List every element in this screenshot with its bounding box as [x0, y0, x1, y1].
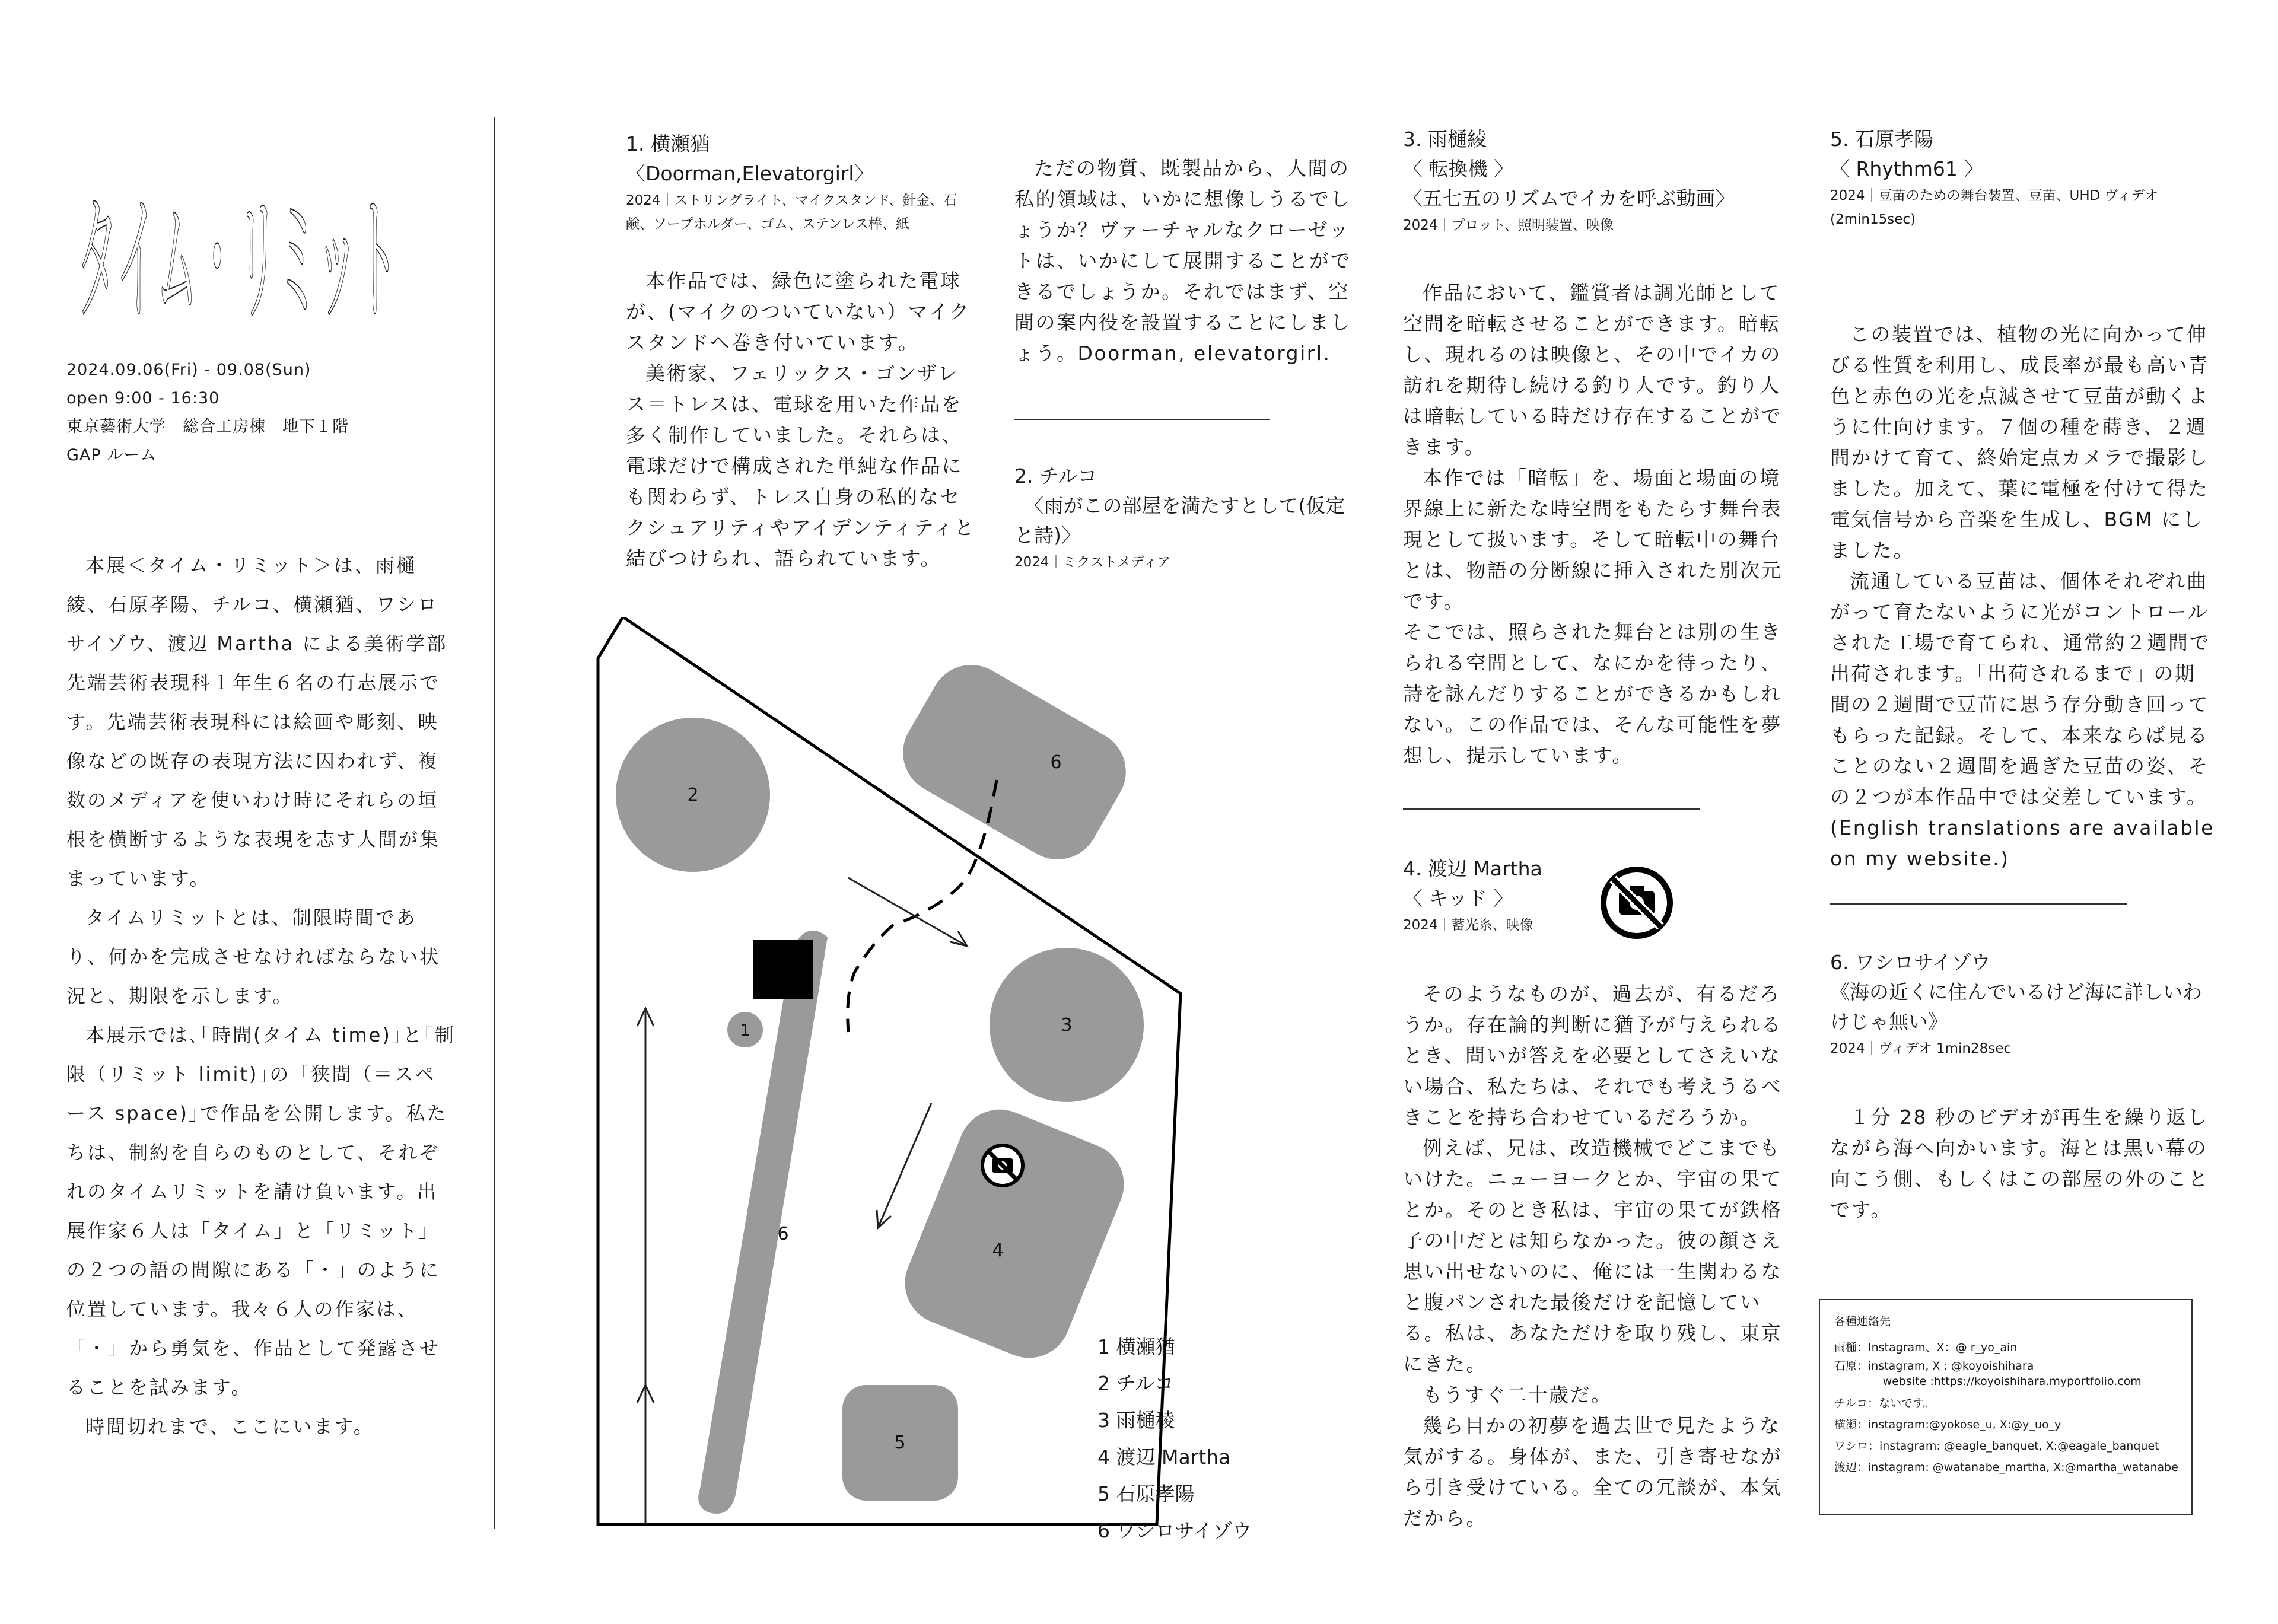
- legend-item: 2 チルコ: [1097, 1372, 1174, 1395]
- separator-line: [1830, 903, 2127, 905]
- work-6-artist: 6. ワシロサイゾウ: [1830, 951, 1991, 974]
- contact-line: 石原：instagram, X : @koyoishihara: [1834, 1359, 2034, 1373]
- work-5-paragraph: (English translations are available on my website.): [1830, 816, 2215, 870]
- work-5-title: 〈 Rhythm61 〉: [1830, 157, 1984, 180]
- map-label-6b: 6: [1050, 752, 1062, 773]
- contact-line: 横瀬：instagram:@yokose_u, X:@y_uo_y: [1834, 1418, 2061, 1431]
- work-1-title: 〈Doorman,Elevatorgirl〉: [626, 162, 874, 185]
- work-6: [1830, 948, 2216, 1061]
- exhibition-room: GAP ルーム: [66, 446, 157, 464]
- legend-item: 6 ワシロサイゾウ: [1097, 1519, 1252, 1542]
- work-4-paragraph: 例えば、兄は、改造機械でどこまでもいけた。ニューヨークとか、宇宙の果てとか。そのとき私は、宇宙の果てが鉄格子の中だとは知らなかった。彼の顔さえ思い出せないのに、俺には一生関わるなと腹パンされた最後だけを記憶している。私は、あなただけを取り残し、東京にきた。: [1403, 1136, 1782, 1375]
- no-camera-icon: [982, 1145, 1023, 1186]
- intro-paragraph: タイムリミットとは、制限時間であり、何かを完成させなければならない状況と、期限を示します。: [66, 906, 441, 1007]
- work-2-artist: 2. チルコ: [1014, 464, 1097, 488]
- map-label-5: 5: [894, 1432, 906, 1453]
- work-3-artist: 3. 雨樋綾: [1403, 128, 1487, 151]
- intro-text: [66, 546, 456, 1446]
- contact-line: 雨樋：Instagram、X：@ r_yo_ain: [1834, 1341, 2018, 1354]
- work-4-artist: 4. 渡辺 Martha: [1403, 857, 1542, 880]
- floor-map: [587, 617, 1186, 1542]
- map-label-4: 4: [992, 1240, 1004, 1261]
- work-4-title: 〈 キッド 〉: [1403, 887, 1513, 910]
- separator-line: [1403, 808, 1700, 810]
- work-1-text-b: [1014, 153, 1364, 369]
- work-5-artist: 5. 石原孝陽: [1830, 128, 1933, 151]
- map-label-1: 1: [740, 1020, 750, 1040]
- exhibition-venue: 東京藝術大学 総合工房棟 地下１階: [66, 418, 349, 436]
- work-5-paragraph: 流通している豆苗は、個体それぞれ曲がって育たないように光がコントロールされた工場で育てられ、通常約２週間で出荷されます。｢出荷されるまで｣ の期間の２週間で豆苗に思う存分動き回ってもらった記録。そして、本来ならば見ることのない２週間を過ぎた豆苗の姿、その２つが本作品中では交差しています。: [1830, 569, 2210, 808]
- intro-paragraph: 本展＜タイム・リミット＞は、雨樋綾、石原孝陽、チルコ、横瀬猶、ワシロサイゾウ、渡辺 Martha による美術学部先端芸術表現科１年生６名の有志展示です。先端芸術表現科には絵画や彫刻、映像などの既存の表現方法に囚われず、複数のメディアを使いわけ時にそれらの垣根を横断するような表現を志す人間が集まっています。: [66, 554, 448, 890]
- work-6-meta: 2024｜ヴィデオ 1min28sec: [1830, 1041, 2012, 1056]
- arrow-line: [848, 878, 967, 946]
- intro-paragraph: 本展示では､｢時間(タイム time)｣と｢制限（リミット limit)｣の「狭間（＝スペース space)｣で作品を公開します。私たちは、制約を自らのものとして、それぞれのタイムリミットを請け負います。出展作家６人は「タイム」と「リミット」の２つの語の間隙にある「・」のように位置しています。我々６人の作家は、「・」から勇気を、作品として発露させることを試みます。: [66, 1024, 456, 1399]
- work-2-meta: 2024｜ミクストメディア: [1014, 555, 1171, 570]
- contacts-heading: 各種連絡先: [1834, 1315, 1891, 1328]
- map-label-2: 2: [687, 785, 699, 805]
- work-3-paragraph: そこでは、照らされた舞台とは別の生きられる空間として、なにかを待ったり、詩を詠んだりすることができるかもしれない。この作品では、そんな可能性を夢想し、提示しています。: [1403, 620, 1782, 767]
- work-1-paragraph: ただの物質、既製品から、人間の私的領域は、いかに想像しうるでしょうか？ヴァーチャルなクローゼットは、いかにして展開することができるでしょうか。それではまず、空間の案内役を設置することにしましょう。Doorman, elevatorgirl.: [1014, 157, 1351, 365]
- contact-line: 渡辺：instagram: @watanabe_martha, X:@martha_watanabe: [1834, 1461, 2178, 1474]
- legend-item: 1 横瀬猶: [1097, 1335, 1175, 1358]
- work-3-paragraph: 作品において、鑑賞者は調光師として空間を暗転させることができます。暗転し、現れるのは映像と、その中でイカの訪れを期待し続ける釣り人です。釣り人は暗転している時だけ存在することができます。: [1403, 281, 1782, 458]
- exhibition-hours: open 9:00 - 16:30: [66, 389, 220, 407]
- column-divider: [494, 117, 495, 1529]
- work-1-artist: 1. 横瀬猶: [626, 132, 710, 155]
- legend-item: 5 石原孝陽: [1097, 1482, 1195, 1505]
- legend-item: 3 雨樋稜: [1097, 1409, 1175, 1432]
- work-1-paragraph: 美術家、フェリックス・ゴンザレス＝トレスは、電球を用いた作品を多く制作していました。それらは、電球だけで構成された単純な作品にも関わらず、トレス自身の私的なセクシュアリティやアイデンティティと結びつけられ、語られています。: [626, 362, 976, 570]
- work-6-area: [698, 931, 828, 1514]
- work-4-paragraph: もうすぐ二十歳だ。: [1423, 1383, 1612, 1406]
- work-4-meta: 2024｜蓄光糸、映像: [1403, 918, 1533, 933]
- work-5-text: [1830, 319, 2216, 874]
- work-4-text: [1403, 979, 1789, 1534]
- work-6-text: [1830, 1102, 2216, 1225]
- no-camera-icon: [1599, 865, 1675, 941]
- work-3: [1403, 125, 1806, 237]
- work-1-paragraph: 本作品では、緑色に塗られた電球が、(マイクのついていない）マイクスタンドへ巻き付いています。: [626, 269, 971, 354]
- work-3-paragraph: 本作では「暗転」を、場面と場面の境界線上に新たな時空間をもたらす舞台表現として扱います。そして暗転中の舞台とは、物語の分断線に挿入された別次元です。: [1403, 466, 1782, 613]
- work-6b-area: [888, 649, 1141, 874]
- work-5: [1830, 125, 2234, 231]
- work-5-paragraph: この装置では、植物の光に向かって伸びる性質を利用し、成長率が最も高い青色と赤色の光を点滅させて豆苗が動くように仕向けます。７個の種を蒔き、２週間かけて育て、終始定点カメラで撮影しました。加えて、葉に電極を付けて得た電気信号から音楽を生成し、BGM にしました。: [1830, 323, 2209, 562]
- exhibition-title-art: [71, 130, 403, 344]
- contacts-box: [1819, 1299, 2193, 1515]
- work-2-title: 〈雨がこの部屋を満たすとして(仮定と詩)〉: [1014, 494, 1345, 547]
- work-6-title: 《海の近くに住んでいるけど海に詳しいわけじゃ無い》: [1830, 980, 2202, 1033]
- work-1: [626, 129, 976, 236]
- work-1-text-a: [626, 266, 976, 574]
- work-5-meta: 2024｜豆苗のための舞台装置、豆苗、UHD ヴィデオ (2min15sec): [1830, 188, 2158, 227]
- work-3-meta: 2024｜プロット、照明装置、映像: [1403, 218, 1614, 233]
- work-2: [1014, 461, 1364, 574]
- contact-line: website :https://koyoishihara.myportfolio.com: [1882, 1375, 2142, 1388]
- intro-paragraph: 時間切れまで、ここにいます。: [85, 1415, 374, 1438]
- exhibition-title-text: タイム・リミット: [77, 180, 397, 342]
- work-3-subtitle: 〈五七五のリズムでイカを呼ぶ動画〉: [1403, 187, 1735, 210]
- work-1-box: [753, 940, 813, 999]
- exhibition-info: [66, 356, 446, 470]
- exhibition-dates: 2024.09.06(Fri) - 09.08(Sun): [66, 361, 311, 379]
- legend-item: 4 渡辺 Martha: [1097, 1445, 1231, 1469]
- map-label-6: 6: [777, 1224, 789, 1244]
- work-1-meta: 2024｜ストリングライト、マイクスタンド、針金、石鹸、ソープホルダー、ゴム、ステンレス棒、紙: [626, 193, 957, 232]
- map-legend: [1097, 1329, 1311, 1549]
- contact-line: チルコ：ないです。: [1834, 1397, 1935, 1410]
- arrow-line: [878, 1103, 931, 1228]
- work-4-paragraph: 幾ら目かの初夢を過去世で見たような気がする。身体が、また、引き寄せながら引き受けている。全ての冗談が、本気だから。: [1403, 1414, 1782, 1530]
- work-6-paragraph: １分 28 秒のビデオが再生を繰り返しながら海へ向かいます。海とは黒い幕の向こう側、もしくはこの部屋の外のことです。: [1830, 1106, 2209, 1221]
- separator-line: [1014, 419, 1270, 420]
- work-3-text: [1403, 278, 1789, 771]
- exhibition-title: [71, 130, 403, 344]
- work-4-paragraph: そのようなものが、過去が、有るだろうか。存在論的判断に猶予が与えられるとき、問いが答えを必要としてさえいない場合、私たちは、それでも考えうるべきことを持ち合わせているだろうか。: [1403, 982, 1782, 1129]
- contact-line: ワシロ：instagram: @eagle_banquet, X:@eagale_banquet: [1834, 1440, 2159, 1453]
- map-label-3: 3: [1061, 1015, 1073, 1036]
- work-3-title: 〈 転換機 〉: [1403, 157, 1513, 180]
